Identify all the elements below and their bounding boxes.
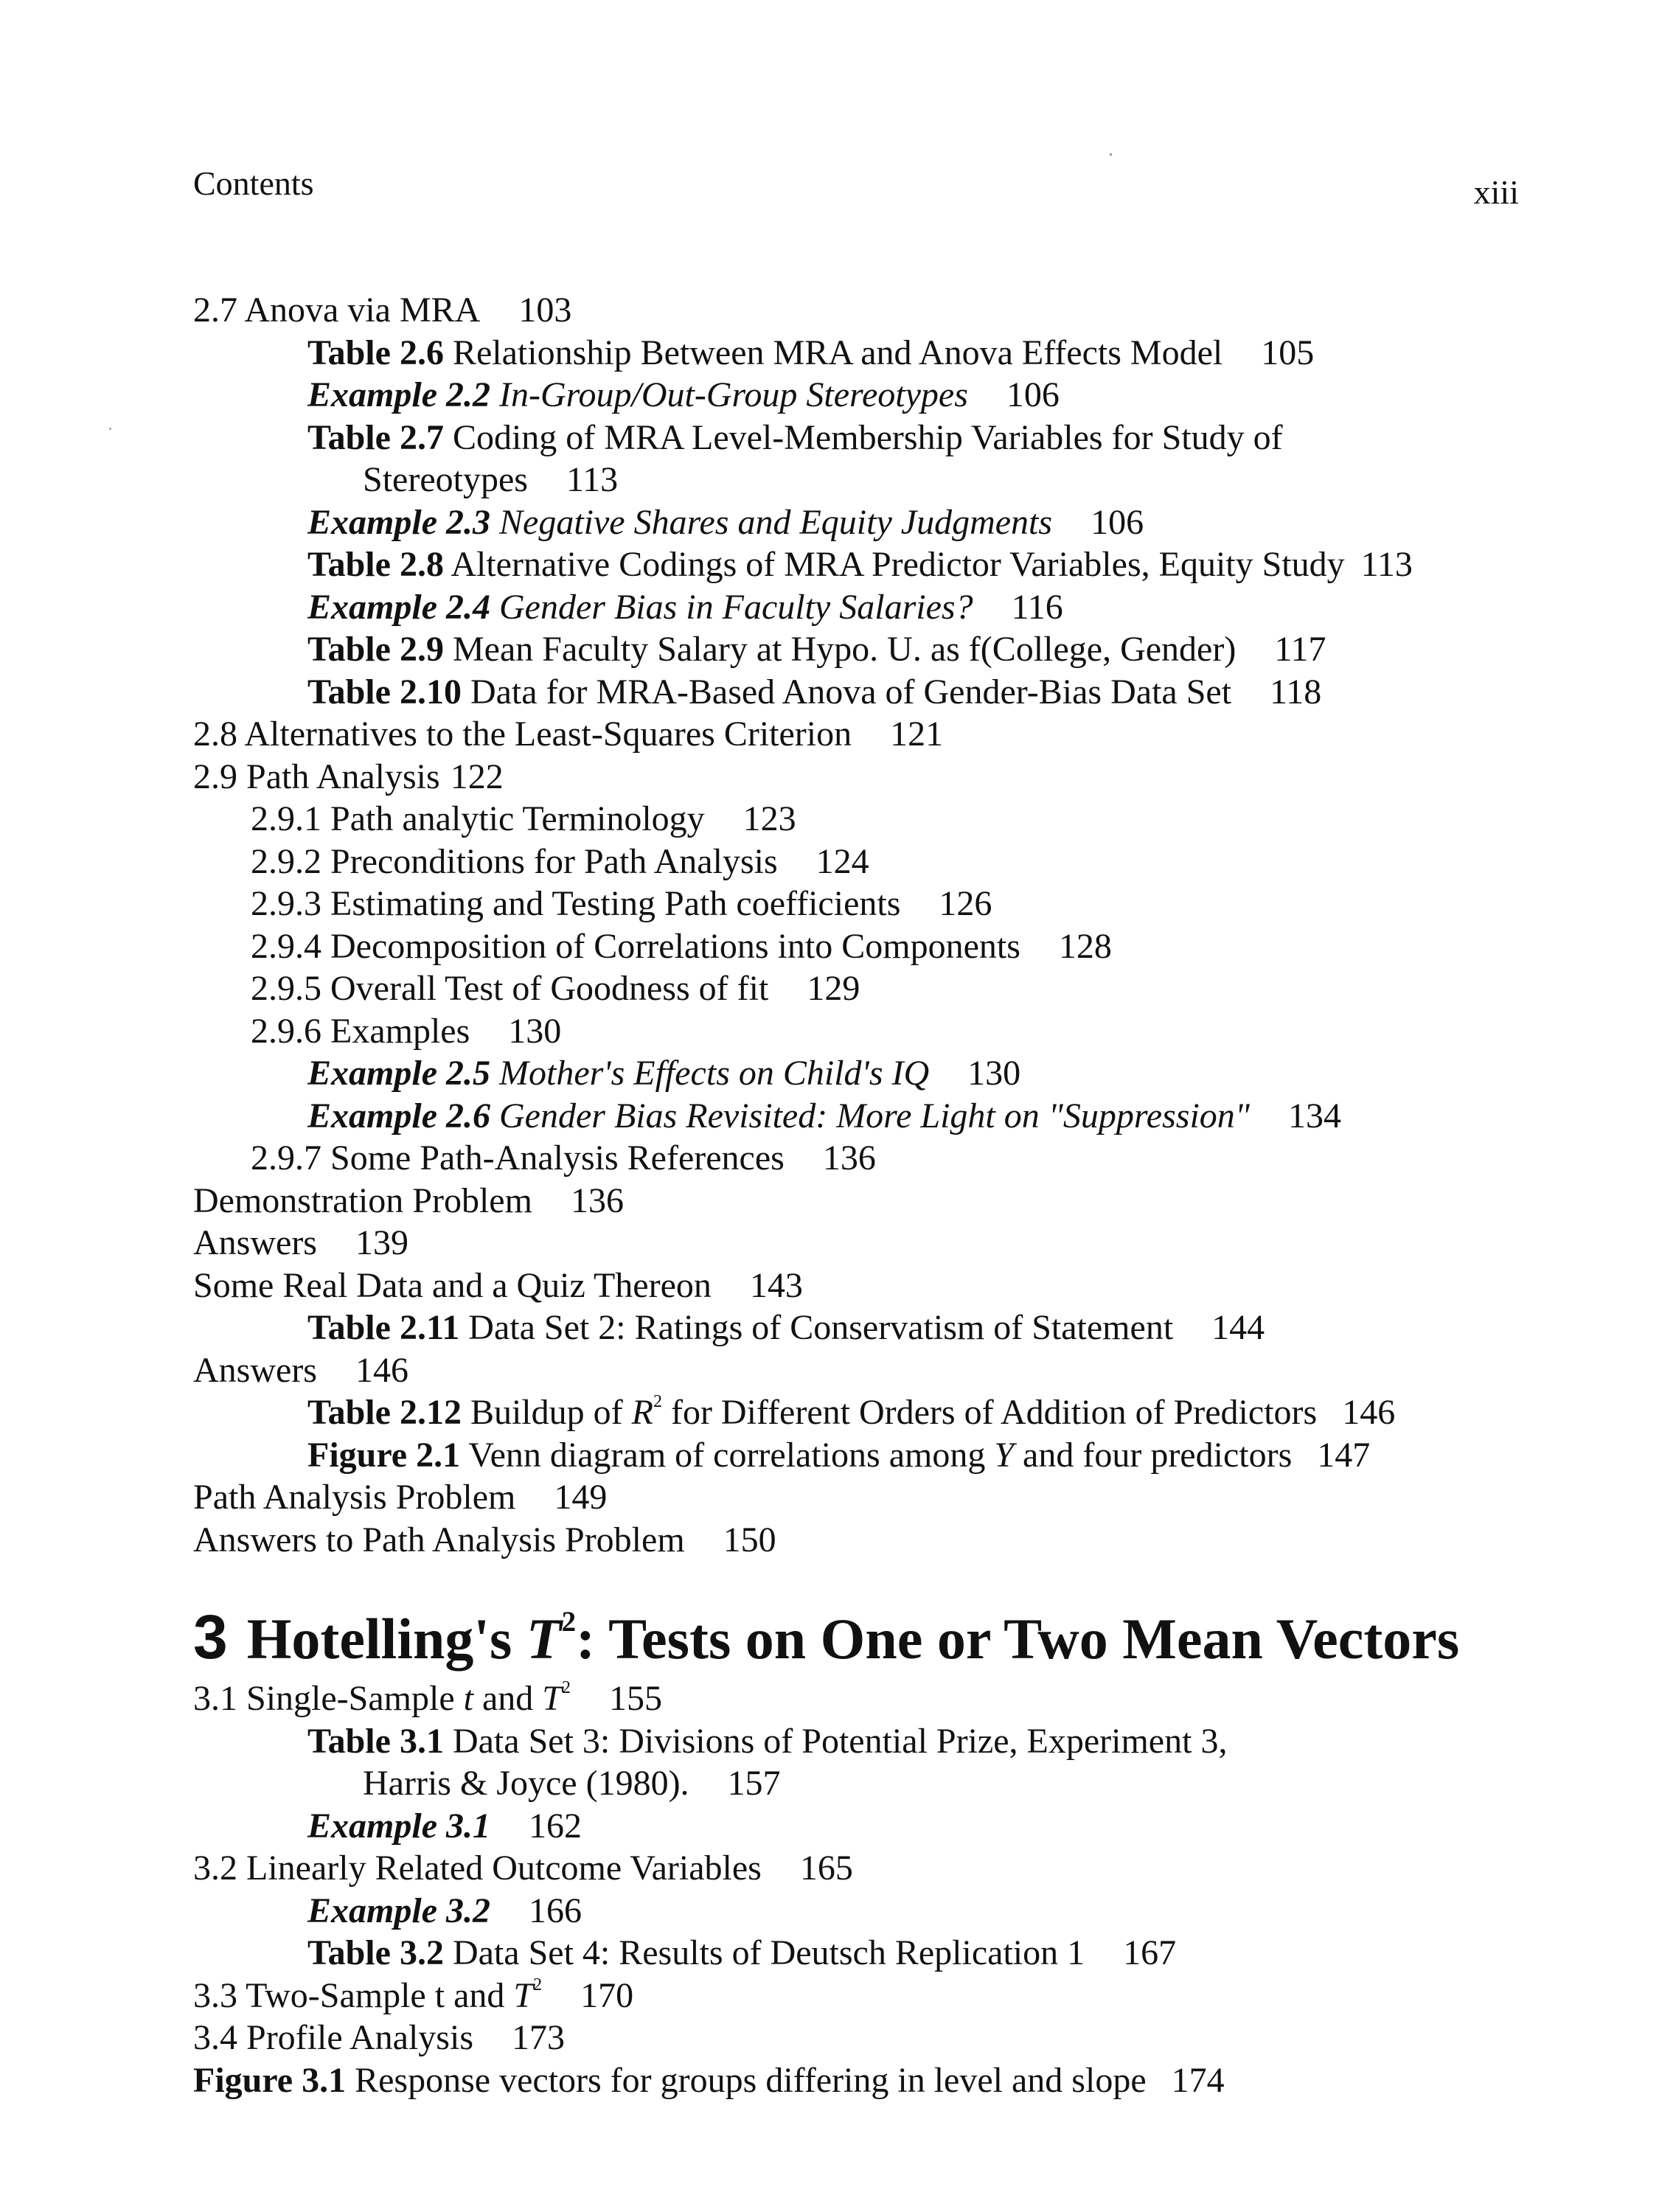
toc-section[interactable] — [193, 2017, 1594, 2059]
toc-section[interactable] — [193, 1847, 1594, 1890]
running-header — [193, 164, 1519, 211]
page-number: 136 — [822, 1138, 876, 1178]
section-title: 2.8 Alternatives to the Least-Squares Criterion — [193, 714, 852, 754]
toc-section[interactable] — [193, 713, 1594, 756]
header-title: Contents — [193, 164, 314, 202]
page-number: 166 — [529, 1891, 582, 1930]
entry-title: Data Set 3: Divisions of Potential Prize, Experiment 3, — [452, 1721, 1228, 1761]
page-number: 105 — [1261, 333, 1315, 372]
entry-title: Data Set 2: Ratings of Conservatism of Statement — [468, 1308, 1174, 1347]
entry-title-start: Venn diagram of correlations among — [468, 1435, 986, 1475]
page-number: 121 — [890, 714, 944, 754]
section-title: 3.3 Two-Sample t and — [193, 1975, 505, 2015]
page-number: 144 — [1211, 1308, 1265, 1347]
page-number: 122 — [450, 757, 504, 796]
page-number: 103 — [518, 291, 572, 330]
toc-subsection[interactable] — [193, 925, 1594, 968]
scan-mark — [1110, 153, 1112, 156]
section-title: Answers to Path Analysis Problem — [193, 1520, 685, 1559]
table-label: Table 2.6 — [307, 333, 444, 372]
section-title: 2.9 Path Analysis — [193, 757, 440, 796]
entry-title-end: and four predictors — [1023, 1435, 1293, 1475]
chapter-title-start: Hotelling's — [246, 1607, 512, 1671]
section-title: Some Real Data and a Quiz Thereon — [193, 1265, 712, 1305]
toc-section[interactable] — [193, 1222, 1594, 1265]
toc-table-entry[interactable] — [193, 1307, 1594, 1349]
toc-figure-entry[interactable] — [193, 1434, 1594, 1477]
entry-title-end: for Different Orders of Addition of Predictors — [670, 1393, 1318, 1432]
table-label: Table 2.8 — [307, 545, 444, 584]
page-number: 126 — [939, 884, 992, 923]
page-number: 173 — [512, 2018, 565, 2057]
page-number: 136 — [570, 1180, 624, 1220]
toc-subsection[interactable] — [193, 1010, 1594, 1053]
page-number: 143 — [749, 1265, 803, 1305]
entry-title: In-Group/Out-Group Stereotypes — [499, 375, 968, 414]
entry-title: Response vectors for groups differing in level and slope — [355, 2060, 1147, 2100]
toc-example-entry[interactable] — [193, 374, 1594, 417]
page-number: 113 — [566, 460, 619, 499]
entry-title: Alternative Codings of MRA Predictor Variables, Equity Study — [451, 545, 1345, 584]
math-variable: R — [631, 1393, 653, 1432]
subsection-title: 2.9.6 Examples — [251, 1011, 470, 1051]
page-number: 150 — [723, 1520, 776, 1559]
toc-subsection[interactable] — [193, 798, 1594, 841]
entry-title: Mother's Effects on Child's IQ — [499, 1054, 930, 1093]
table-label: Table 3.1 — [307, 1721, 444, 1761]
toc-section[interactable] — [193, 1265, 1594, 1307]
section-title: 2.7 Anova via MRA — [193, 291, 481, 330]
entry-title: Coding of MRA Level-Membership Variables for Study of — [452, 417, 1283, 457]
toc-figure-entry[interactable] — [193, 2059, 1594, 2102]
section-title: Path Analysis Problem — [193, 1478, 516, 1517]
entry-title: Gender Bias Revisited: More Light on "Suppression" — [499, 1096, 1250, 1135]
page-number: 128 — [1058, 926, 1112, 966]
toc-section[interactable] — [193, 1677, 1594, 1720]
page-number: 155 — [609, 1679, 662, 1718]
example-label: Example 3.2 — [307, 1891, 490, 1930]
section-title: Answers — [193, 1223, 317, 1262]
table-label: Table 2.7 — [307, 417, 444, 457]
example-label: Example 2.3 — [307, 502, 490, 542]
table-label: Table 2.12 — [307, 1393, 462, 1432]
math-variable: T — [542, 1679, 562, 1718]
section-title: 3.4 Profile Analysis — [193, 2018, 473, 2057]
page-number: 149 — [554, 1478, 608, 1517]
page-number: 106 — [1091, 502, 1144, 542]
chapter-title-end: : Tests on One or Two Mean Vectors — [576, 1607, 1460, 1671]
toc-subsection[interactable] — [193, 967, 1594, 1010]
entry-title-continued: Harris & Joyce (1980). — [363, 1764, 689, 1803]
toc-example-entry[interactable] — [193, 501, 1594, 544]
toc-table-entry[interactable] — [193, 628, 1594, 671]
page-number: 134 — [1287, 1096, 1341, 1135]
superscript: 2 — [561, 1605, 577, 1638]
toc-section[interactable] — [193, 1975, 1594, 2017]
section-title-mid: and — [481, 1679, 534, 1718]
toc-table-entry[interactable] — [193, 417, 1594, 459]
subsection-title: 2.9.2 Preconditions for Path Analysis — [251, 841, 778, 881]
page-number: 162 — [529, 1806, 582, 1846]
toc-subsection[interactable] — [193, 841, 1594, 883]
page-number: 124 — [815, 841, 869, 881]
toc-table-entry[interactable] — [193, 1391, 1594, 1434]
toc-example-entry[interactable] — [193, 1890, 1594, 1933]
page-number: 147 — [1317, 1435, 1371, 1475]
subsection-title: 2.9.3 Estimating and Testing Path coefficients — [251, 884, 901, 923]
entry-title-start: Buildup of — [470, 1393, 623, 1432]
toc-entry-continuation[interactable] — [193, 1762, 1594, 1805]
toc-example-entry[interactable] — [193, 1095, 1594, 1138]
toc-table-entry[interactable] — [193, 332, 1594, 375]
entry-title-continued: Stereotypes — [363, 460, 528, 499]
math-variable: Y — [994, 1435, 1015, 1475]
entry-title: Relationship Between MRA and Anova Effects Model — [452, 333, 1223, 372]
page-number: 174 — [1171, 2060, 1225, 2100]
subsection-title: 2.9.7 Some Path-Analysis References — [251, 1138, 785, 1178]
chapter-heading[interactable] — [193, 1596, 1594, 1677]
entry-title: Negative Shares and Equity Judgments — [499, 502, 1053, 542]
page-number: 130 — [967, 1054, 1021, 1093]
page-number: 146 — [355, 1350, 408, 1390]
table-of-contents — [193, 289, 1594, 2101]
page-number: 157 — [727, 1764, 781, 1803]
page-number: 123 — [742, 799, 796, 838]
table-label: Table 2.11 — [307, 1308, 460, 1347]
superscript: 2 — [533, 1975, 543, 1994]
math-variable: t — [463, 1679, 473, 1718]
table-label: Table 2.10 — [307, 672, 462, 712]
table-label: Table 3.2 — [307, 1933, 444, 1972]
example-label: Example 2.5 — [307, 1054, 490, 1093]
subsection-title: 2.9.5 Overall Test of Goodness of fit — [251, 969, 769, 1008]
toc-example-entry[interactable] — [193, 1052, 1594, 1095]
toc-example-entry[interactable] — [193, 1805, 1594, 1848]
subsection-title: 2.9.4 Decomposition of Correlations into Components — [251, 926, 1020, 966]
math-variable: T — [513, 1975, 534, 2015]
page-number: 146 — [1342, 1393, 1396, 1432]
toc-subsection[interactable] — [193, 883, 1594, 925]
toc-entry-continuation[interactable] — [193, 459, 1594, 501]
entry-title: Data Set 4: Results of Deutsch Replication 1 — [452, 1933, 1085, 1972]
toc-table-entry[interactable] — [193, 1720, 1594, 1763]
entry-title: Data for MRA-Based Anova of Gender-Bias Data Set — [470, 672, 1232, 712]
section-title: 3.1 Single-Sample — [193, 1679, 455, 1718]
table-label: Table 2.9 — [307, 630, 444, 669]
toc-section[interactable] — [193, 1476, 1594, 1519]
figure-label: Figure 2.1 — [307, 1435, 461, 1475]
toc-section[interactable] — [193, 1519, 1594, 1562]
header-page-number: xiii — [1473, 173, 1519, 211]
toc-subsection[interactable] — [193, 1137, 1594, 1180]
scan-mark — [109, 428, 111, 430]
page-number: 116 — [1011, 587, 1063, 627]
example-label: Example 2.2 — [307, 375, 490, 414]
entry-title: Mean Faculty Salary at Hypo. U. as f(College, Gender) — [452, 630, 1237, 669]
section-title: Answers — [193, 1350, 317, 1390]
page-number: 167 — [1123, 1933, 1177, 1972]
toc-table-entry[interactable] — [193, 1932, 1594, 1975]
toc-section[interactable] — [193, 756, 1594, 799]
toc-table-entry[interactable] — [193, 543, 1594, 586]
section-title: 3.2 Linearly Related Outcome Variables — [193, 1848, 762, 1888]
page-number: 106 — [1006, 375, 1060, 414]
page-number: 170 — [580, 1975, 634, 2015]
page-number: 118 — [1270, 672, 1322, 712]
figure-label: Figure 3.1 — [193, 2060, 347, 2100]
example-label: Example 3.1 — [307, 1806, 490, 1846]
page-number: 113 — [1360, 545, 1413, 584]
math-variable: T — [526, 1607, 562, 1671]
chapter-number: 3 — [193, 1602, 228, 1672]
example-label: Example 2.6 — [307, 1096, 490, 1135]
superscript: 2 — [562, 1678, 571, 1698]
example-label: Example 2.4 — [307, 587, 490, 627]
page-number: 129 — [807, 969, 860, 1008]
toc-table-entry[interactable] — [193, 671, 1594, 714]
superscript: 2 — [653, 1392, 662, 1412]
toc-section[interactable] — [193, 1180, 1594, 1222]
entry-title: Gender Bias in Faculty Salaries? — [499, 587, 973, 627]
section-title: Demonstration Problem — [193, 1180, 532, 1220]
page-number: 139 — [355, 1223, 408, 1262]
subsection-title: 2.9.1 Path analytic Terminology — [251, 799, 705, 838]
page-number: 165 — [799, 1848, 853, 1888]
toc-example-entry[interactable] — [193, 586, 1594, 629]
page-number: 117 — [1274, 630, 1326, 669]
toc-section[interactable] — [193, 1349, 1594, 1392]
page-number: 130 — [508, 1011, 562, 1051]
toc-section[interactable] — [193, 289, 1594, 332]
